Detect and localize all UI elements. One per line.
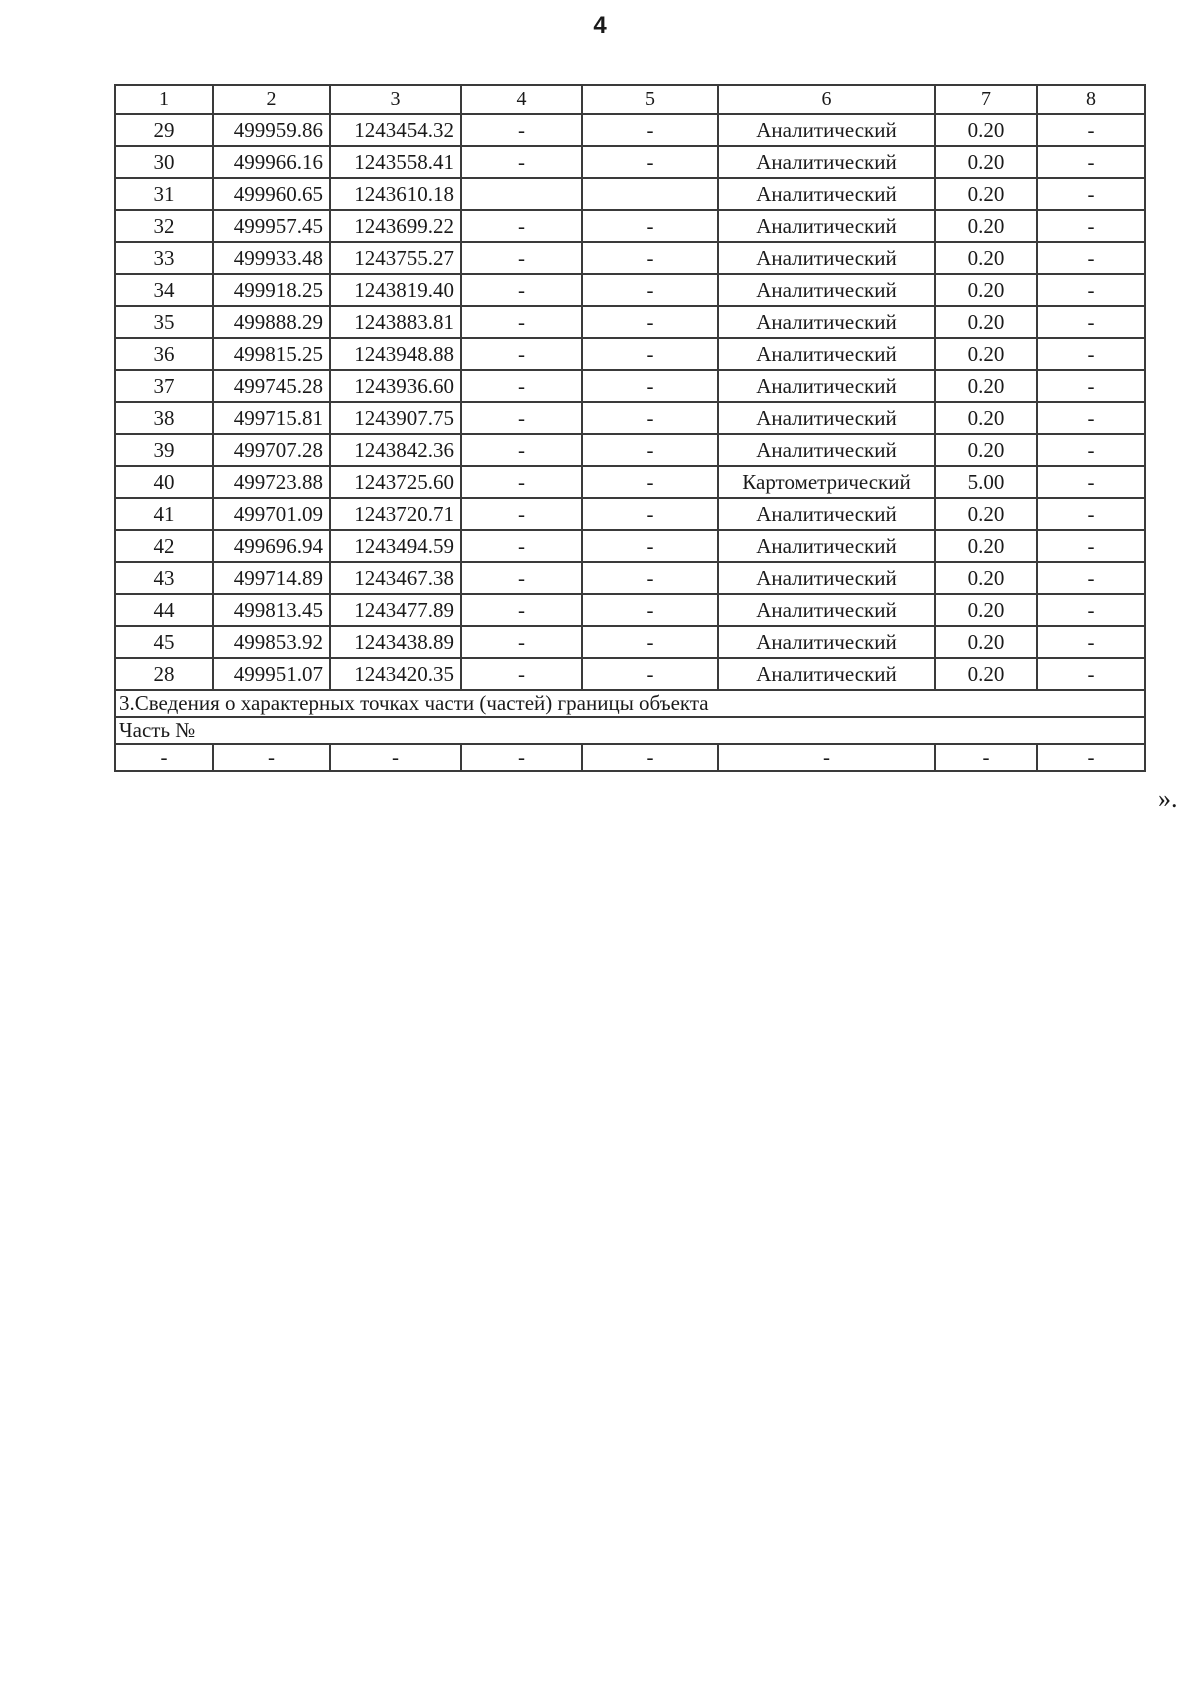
- table-cell: 43: [115, 562, 213, 594]
- table-cell: 499715.81: [213, 402, 330, 434]
- column-header: 6: [718, 85, 935, 114]
- table-cell: 0.20: [935, 146, 1037, 178]
- table-cell: 0.20: [935, 434, 1037, 466]
- table-cell: [582, 178, 718, 210]
- table-cell: 1243494.59: [330, 530, 461, 562]
- table-cell: -: [582, 338, 718, 370]
- table-cell: 30: [115, 146, 213, 178]
- table-cell: -: [461, 530, 582, 562]
- closing-quote: ».: [1158, 784, 1178, 813]
- column-header: 3: [330, 85, 461, 114]
- table-cell: -: [1037, 274, 1145, 306]
- column-header: 8: [1037, 85, 1145, 114]
- section-title: 3.Сведения о характерных точках части (частей) границы объекта: [115, 690, 1145, 717]
- table-cell: 1243755.27: [330, 242, 461, 274]
- table-row: [115, 114, 1145, 146]
- part-label-row: [115, 717, 1145, 744]
- table-cell: 36: [115, 338, 213, 370]
- table-cell: -: [1037, 626, 1145, 658]
- table-row: [115, 306, 1145, 338]
- table-cell: 40: [115, 466, 213, 498]
- table-cell: -: [461, 562, 582, 594]
- table-cell: -: [582, 242, 718, 274]
- table-cell: -: [582, 466, 718, 498]
- table-cell: -: [461, 626, 582, 658]
- table-cell: -: [1037, 338, 1145, 370]
- table-cell: -: [213, 744, 330, 771]
- table-cell: -: [461, 658, 582, 690]
- table-cell: 499714.89: [213, 562, 330, 594]
- table-row: [115, 594, 1145, 626]
- table-cell: 1243438.89: [330, 626, 461, 658]
- table-cell: -: [1037, 402, 1145, 434]
- table-cell: -: [1037, 594, 1145, 626]
- table-cell: 0.20: [935, 178, 1037, 210]
- table-cell: 45: [115, 626, 213, 658]
- table-cell: 39: [115, 434, 213, 466]
- table-cell: -: [582, 562, 718, 594]
- table-cell: -: [115, 744, 213, 771]
- table-cell: 0.20: [935, 658, 1037, 690]
- table-cell: -: [1037, 498, 1145, 530]
- table-cell: 33: [115, 242, 213, 274]
- table-cell: 1243842.36: [330, 434, 461, 466]
- table-cell: 1243477.89: [330, 594, 461, 626]
- table-row: [115, 402, 1145, 434]
- table-cell: -: [1037, 114, 1145, 146]
- table-cell: 0.20: [935, 562, 1037, 594]
- table-cell: -: [1037, 466, 1145, 498]
- table-cell: Аналитический: [718, 370, 935, 402]
- table-row: [115, 498, 1145, 530]
- table-cell: 0.20: [935, 626, 1037, 658]
- table-cell: 499707.28: [213, 434, 330, 466]
- table-cell: Аналитический: [718, 338, 935, 370]
- table-cell: 0.20: [935, 498, 1037, 530]
- table-cell: -: [461, 434, 582, 466]
- table-cell: 0.20: [935, 210, 1037, 242]
- table-cell: -: [461, 338, 582, 370]
- column-header: 1: [115, 85, 213, 114]
- table-cell: 499853.92: [213, 626, 330, 658]
- table-cell: -: [461, 210, 582, 242]
- table-cell: 499701.09: [213, 498, 330, 530]
- table-cell: Аналитический: [718, 562, 935, 594]
- table-cell: -: [1037, 242, 1145, 274]
- table-cell: 41: [115, 498, 213, 530]
- table-cell: 1243699.22: [330, 210, 461, 242]
- table-cell: Аналитический: [718, 658, 935, 690]
- table-cell: -: [1037, 146, 1145, 178]
- table-cell: 499745.28: [213, 370, 330, 402]
- table-cell: -: [461, 498, 582, 530]
- table-cell: 499918.25: [213, 274, 330, 306]
- table-cell: 38: [115, 402, 213, 434]
- table-cell: -: [582, 274, 718, 306]
- table-cell: -: [461, 370, 582, 402]
- table-cell: 1243819.40: [330, 274, 461, 306]
- table-cell: -: [461, 594, 582, 626]
- table-cell: -: [461, 274, 582, 306]
- table-cell: Картометрический: [718, 466, 935, 498]
- table-cell: -: [461, 744, 582, 771]
- table-cell: 499960.65: [213, 178, 330, 210]
- table-cell: Аналитический: [718, 178, 935, 210]
- table-cell: Аналитический: [718, 146, 935, 178]
- table-cell: -: [582, 626, 718, 658]
- table-row: [115, 530, 1145, 562]
- table-cell: -: [582, 402, 718, 434]
- table-cell: -: [461, 242, 582, 274]
- table-cell: -: [582, 146, 718, 178]
- table-cell: 1243936.60: [330, 370, 461, 402]
- table-cell: -: [1037, 744, 1145, 771]
- table-cell: 499966.16: [213, 146, 330, 178]
- table-row: [115, 466, 1145, 498]
- table-cell: 31: [115, 178, 213, 210]
- table-cell: 0.20: [935, 402, 1037, 434]
- column-header: 4: [461, 85, 582, 114]
- table-cell: 0.20: [935, 594, 1037, 626]
- table-cell: 1243467.38: [330, 562, 461, 594]
- table-cell: 28: [115, 658, 213, 690]
- table-cell: Аналитический: [718, 242, 935, 274]
- table-cell: 1243420.35: [330, 658, 461, 690]
- table-cell: -: [582, 370, 718, 402]
- table-cell: 32: [115, 210, 213, 242]
- table-cell: -: [582, 744, 718, 771]
- table-cell: 29: [115, 114, 213, 146]
- table-cell: -: [1037, 658, 1145, 690]
- table-cell: Аналитический: [718, 594, 935, 626]
- table-row: [115, 146, 1145, 178]
- table-cell: 499933.48: [213, 242, 330, 274]
- table-cell: -: [582, 306, 718, 338]
- table-row: [115, 338, 1145, 370]
- table-cell: 0.20: [935, 306, 1037, 338]
- table-cell: 499888.29: [213, 306, 330, 338]
- table-row: [115, 178, 1145, 210]
- table-cell: Аналитический: [718, 114, 935, 146]
- part-label: Часть №: [115, 717, 1145, 744]
- table-cell: [461, 178, 582, 210]
- table-cell: 1243948.88: [330, 338, 461, 370]
- table-cell: 35: [115, 306, 213, 338]
- table-cell: Аналитический: [718, 530, 935, 562]
- column-header: 2: [213, 85, 330, 114]
- table-cell: Аналитический: [718, 274, 935, 306]
- table-cell: 0.20: [935, 274, 1037, 306]
- table-row: [115, 562, 1145, 594]
- table-cell: 1243720.71: [330, 498, 461, 530]
- table-cell: -: [582, 498, 718, 530]
- table-cell: -: [1037, 530, 1145, 562]
- table-cell: 1243725.60: [330, 466, 461, 498]
- table-cell: 0.20: [935, 114, 1037, 146]
- column-header: 7: [935, 85, 1037, 114]
- table-row: [115, 434, 1145, 466]
- table-cell: 499957.45: [213, 210, 330, 242]
- table-cell: Аналитический: [718, 498, 935, 530]
- table-cell: -: [461, 114, 582, 146]
- table-cell: 1243558.41: [330, 146, 461, 178]
- table-cell: -: [582, 114, 718, 146]
- coordinates-table: [114, 84, 1146, 772]
- table-cell: -: [1037, 178, 1145, 210]
- table-cell: 1243454.32: [330, 114, 461, 146]
- table-cell: 499815.25: [213, 338, 330, 370]
- table-cell: 0.20: [935, 370, 1037, 402]
- table-cell: 34: [115, 274, 213, 306]
- table-cell: 44: [115, 594, 213, 626]
- table-cell: 499951.07: [213, 658, 330, 690]
- table-cell: -: [582, 658, 718, 690]
- table-cell: Аналитический: [718, 210, 935, 242]
- table-cell: Аналитический: [718, 434, 935, 466]
- table-cell: 0.20: [935, 242, 1037, 274]
- table-cell: -: [461, 146, 582, 178]
- table-cell: 499959.86: [213, 114, 330, 146]
- table-cell: 5.00: [935, 466, 1037, 498]
- table-body: [115, 85, 1145, 771]
- table-cell: 499723.88: [213, 466, 330, 498]
- table-cell: -: [330, 744, 461, 771]
- table-cell: Аналитический: [718, 626, 935, 658]
- table-cell: -: [718, 744, 935, 771]
- table-cell: -: [1037, 434, 1145, 466]
- table-cell: -: [1037, 370, 1145, 402]
- table-cell: -: [582, 434, 718, 466]
- section-title-row: [115, 690, 1145, 717]
- table-row: [115, 274, 1145, 306]
- table-row: [115, 370, 1145, 402]
- table-row: [115, 658, 1145, 690]
- table-cell: -: [1037, 306, 1145, 338]
- table-cell: 1243610.18: [330, 178, 461, 210]
- table-cell: -: [582, 530, 718, 562]
- table-cell: -: [935, 744, 1037, 771]
- table-cell: 0.20: [935, 530, 1037, 562]
- table-cell: -: [582, 594, 718, 626]
- table-cell: 1243907.75: [330, 402, 461, 434]
- column-header: 5: [582, 85, 718, 114]
- table-cell: -: [461, 402, 582, 434]
- table-cell: 499696.94: [213, 530, 330, 562]
- table-cell: -: [1037, 210, 1145, 242]
- table-cell: 42: [115, 530, 213, 562]
- empty-part-row: [115, 744, 1145, 771]
- table-cell: 1243883.81: [330, 306, 461, 338]
- table-row: [115, 242, 1145, 274]
- table-cell: Аналитический: [718, 306, 935, 338]
- table-cell: -: [1037, 562, 1145, 594]
- table-row: [115, 210, 1145, 242]
- table-cell: -: [461, 306, 582, 338]
- table-cell: -: [461, 466, 582, 498]
- table-cell: 37: [115, 370, 213, 402]
- table-cell: -: [582, 210, 718, 242]
- header-row: [115, 85, 1145, 114]
- table-cell: Аналитический: [718, 402, 935, 434]
- table-cell: 499813.45: [213, 594, 330, 626]
- page-number: 4: [593, 12, 607, 39]
- table-row: [115, 626, 1145, 658]
- table-cell: 0.20: [935, 338, 1037, 370]
